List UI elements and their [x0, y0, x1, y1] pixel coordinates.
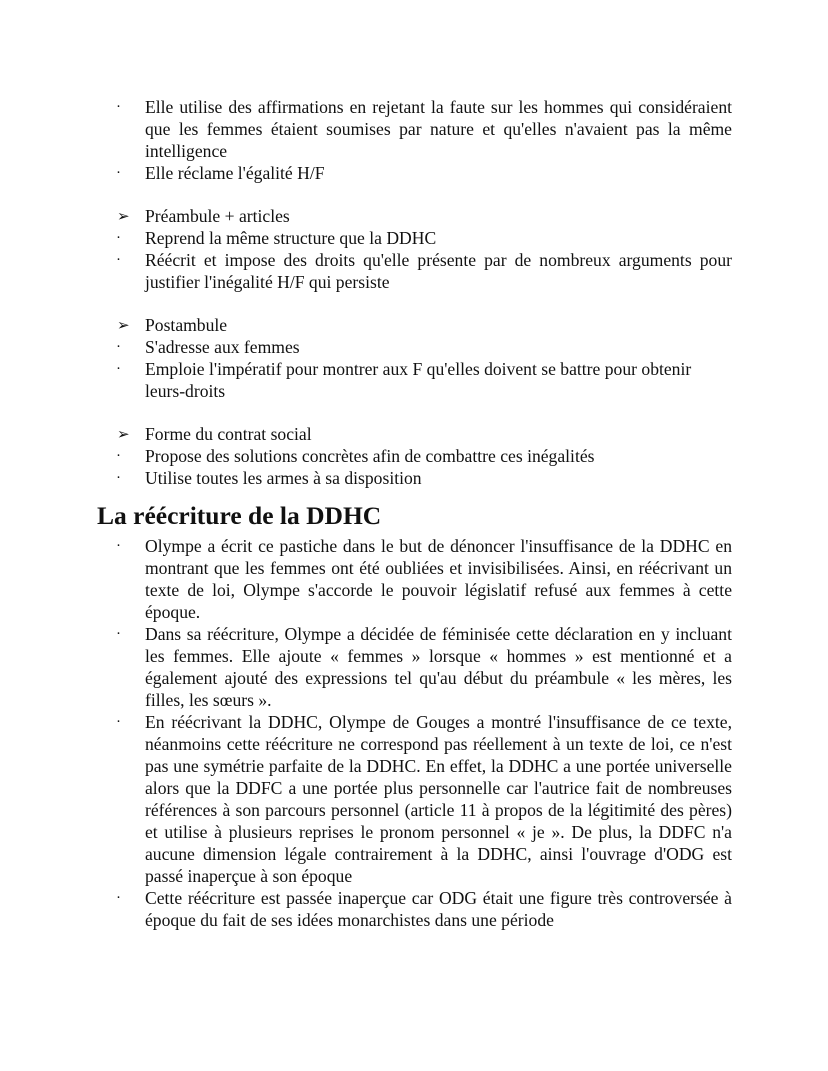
bullet-dot-icon: ·	[116, 230, 121, 246]
list-item	[0, 623, 828, 711]
bullet-dot-icon: ·	[116, 99, 121, 115]
bullet-dot-icon: ·	[116, 448, 121, 464]
list-item-text: Utilise toutes les armes à sa disposition	[145, 468, 422, 488]
list-group-2	[0, 205, 828, 293]
list-item-text: Propose des solutions concrètes afin de combattre ces inégalités	[145, 446, 595, 466]
list-item	[0, 249, 828, 293]
list-item	[0, 445, 828, 467]
bullet-dot-icon: ·	[116, 165, 121, 181]
list-item-text: Cette réécriture est passée inaperçue car ODG était une figure très controversée à époque du fait de ses idées monarchistes dans une période	[145, 888, 732, 930]
list-item-text: S'adresse aux femmes	[145, 337, 300, 357]
list-item	[0, 535, 828, 623]
bullet-dot-icon: ·	[116, 538, 121, 554]
list-item	[0, 162, 828, 184]
list-item-text: Reprend la même structure que la DDHC	[145, 228, 437, 248]
document-page	[0, 96, 828, 931]
section-list	[0, 535, 828, 931]
spacer	[0, 184, 828, 205]
list-item-text: Olympe a écrit ce pastiche dans le but de dénoncer l'insuffisance de la DDHC en montrant que les femmes ont été oubliées et invisibilisées. Ainsi, en réécrivant un texte de loi, Olympe s'accorde le pouvoir législatif refusé aux femmes à cette époque.	[145, 536, 732, 622]
section-heading: La réécriture de la DDHC	[97, 501, 382, 530]
list-item	[0, 96, 828, 162]
list-item-text: En réécrivant la DDHC, Olympe de Gouges a montré l'insuffisance de ce texte, néanmoins cette réécriture ne correspond pas réellement à un texte de loi, ce n'est pas une symétrie parfaite de la DDHC. En effet, la DDHC a une portée universelle alors que la DDFC a une portée plus personnelle car l'autrice fait de nombreuses références à son parcours personnel (article 11 à propos de la légitimité des pères) et utilise à plusieurs reprises le pronom personnel « je ». De plus, la DDFC n'a aucune dimension légale contrairement à la DDHC, ainsi l'ouvrage d'ODG est passé inaperçue à son époque	[145, 712, 732, 886]
list-group-title	[0, 205, 828, 227]
list-item	[0, 887, 828, 931]
list-item	[0, 358, 828, 402]
group-title-text: Préambule + articles	[145, 206, 290, 226]
list-group-title	[0, 423, 828, 445]
list-item-text: Emploie l'impératif pour montrer aux F qu'elles doivent se battre pour obtenir leurs-droits	[145, 359, 692, 401]
bullet-dot-icon: ·	[116, 626, 121, 642]
arrow-bullet-icon: ➢	[117, 207, 130, 225]
list-item-text: Réécrit et impose des droits qu'elle présente par de nombreux arguments pour justifier l'inégalité H/F qui persiste	[145, 250, 732, 292]
bullet-dot-icon: ·	[116, 890, 121, 906]
spacer	[0, 293, 828, 314]
group-title-text: Postambule	[145, 315, 228, 335]
bullet-dot-icon: ·	[116, 252, 121, 268]
list-group-4	[0, 423, 828, 489]
list-group-1	[0, 96, 828, 184]
list-item-text: Dans sa réécriture, Olympe a décidée de féminisée cette déclaration en y incluant les femmes. Elle ajoute « femmes » lorsque « hommes » est mentionné et a également ajouté des expressions tel qu'au début du préambule « les mères, les filles, les sœurs ».	[145, 624, 732, 710]
bullet-dot-icon: ·	[116, 714, 121, 730]
list-item-text: Elle réclame l'égalité H/F	[145, 163, 325, 183]
arrow-bullet-icon: ➢	[117, 425, 130, 443]
bullet-dot-icon: ·	[116, 339, 121, 355]
group-title-text: Forme du contrat social	[145, 424, 312, 444]
list-item	[0, 227, 828, 249]
spacer	[0, 402, 828, 423]
list-item	[0, 467, 828, 489]
list-group-3	[0, 314, 828, 402]
bullet-dot-icon: ·	[116, 470, 121, 486]
list-item	[0, 336, 828, 358]
arrow-bullet-icon: ➢	[117, 316, 130, 334]
list-group-title	[0, 314, 828, 336]
bullet-dot-icon: ·	[116, 361, 121, 377]
list-item	[0, 711, 828, 887]
list-item-text: Elle utilise des affirmations en rejetant la faute sur les hommes qui considéraient que les femmes étaient soumises par nature et qu'elles n'avaient pas la même intelligence	[145, 97, 732, 161]
